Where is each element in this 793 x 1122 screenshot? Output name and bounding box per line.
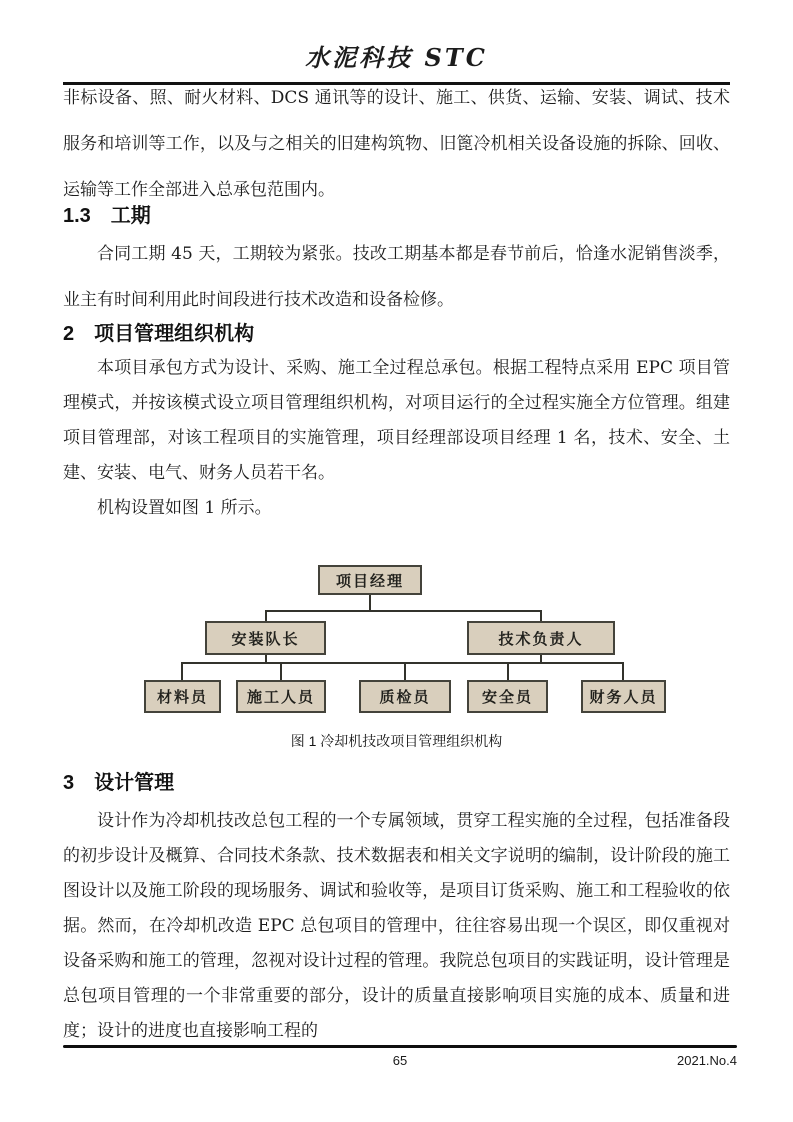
page-content [63,75,730,1049]
paragraph-schedule: 合同工期 45 天，工期较为紧张。技改工期基本都是春节前后，恰逢水泥销售淡季，业主有时间利用此时间段进行技术改造和设备检修。 [63,244,730,310]
heading-section-3: 3 设计管理 [63,772,175,794]
connector-line [280,662,282,680]
heading-section-2: 2 项目管理组织机构 [63,323,255,345]
paragraph-design-management: 设计作为冷却机技改总包工程的一个专属领域，贯穿工程实施的全过程，包括准备段的初步设计及概算、合同技术条款、技术数据表和相关文字说明的编制，设计阶段的施工图设计以及施工阶段的现场服务、调试和验收等，是项目订货采购、施工和工程验收的依据。然而，在冷却机改造 EPC 总包项目的管理中，往往容易出现一个误区，即仅重视对设备采购和施工的管理，忽视对设计过程的管理。我院总包项目的实践证明，设计管理是总包项目管理的一个非常重要的部分，设计的质量直接影响项目实施的成本、质量和进度；设计的进度也直接影响工程的 [63,811,730,1041]
org-box-finance-staff: 财务人员 [581,680,666,713]
connector-line [507,662,509,680]
org-box-project-manager: 项目经理 [318,565,422,595]
org-box-safety-officer: 安全员 [467,680,548,713]
page-number: 65 [392,1053,408,1068]
org-box-technical-director: 技术负责人 [467,621,615,655]
heading-section-1-3: 1.3 工期 [63,205,151,227]
page-footer [63,1045,737,1071]
org-box-quality-inspector: 质检员 [359,680,451,713]
org-box-construction-staff: 施工人员 [236,680,326,713]
paragraph-organization: 本项目承包方式为设计、采购、施工全过程总承包。根据工程特点采用 EPC 项目管理模式，并按该模式设立项目管理组织机构，对项目运行的全过程实施全方位管理。组建项目管理部，对该工程项目的实施管理，项目经理部设项目经理 1 名，技术、安全、土建、安装、电气、财务人员若干名。 [63,358,730,483]
connector-line [404,662,406,680]
connector-line [181,662,183,680]
connector-line [181,662,624,664]
issue-number: 2021.No.4 [677,1053,737,1068]
paragraph-figure-reference: 机构设置如图 1 所示。 [97,498,272,518]
footer-rule [63,1045,737,1048]
figure-caption: 图 1 冷却机技改项目管理组织机构 [290,733,503,749]
org-chart-figure [63,558,730,716]
connector-line [265,610,267,621]
footer-row [63,1053,737,1071]
connector-line [369,595,371,610]
connector-line [265,610,542,612]
connector-line [622,662,624,680]
org-box-installation-leader: 安装队长 [205,621,326,655]
paragraph-scope-continued: 非标设备、照、耐火材料、DCS 通讯等的设计、施工、供货、运输、安装、调试、技术服务和培训等工作，以及与之相关的旧建构筑物、旧篦冷机相关设备设施的拆除、回收、运输等工作全部进入总承包范围内。 [63,88,730,200]
org-box-material-clerk: 材料员 [144,680,221,713]
journal-title: 水泥科技 STC [305,43,488,72]
connector-line [540,610,542,621]
